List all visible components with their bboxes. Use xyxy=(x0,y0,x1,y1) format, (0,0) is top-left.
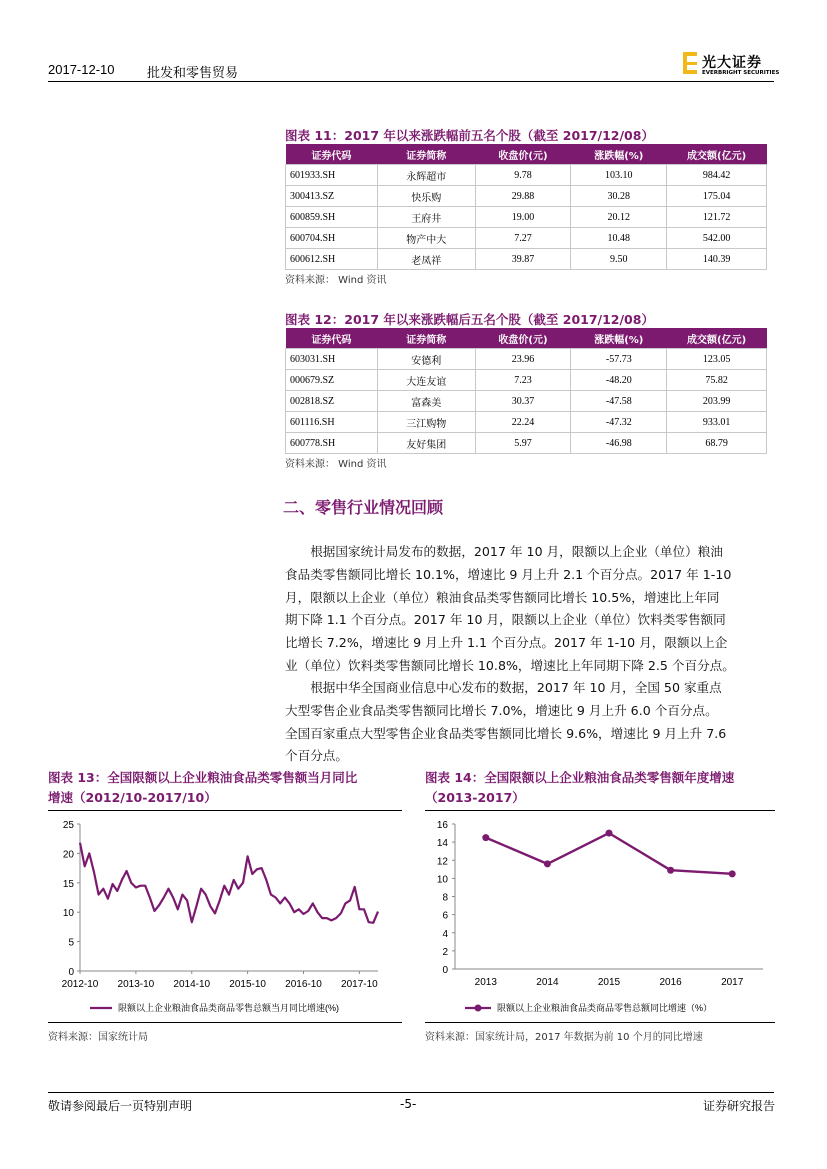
y-tick-label: 25 xyxy=(62,820,74,831)
change-pct: -47.32 xyxy=(571,412,667,433)
report-date: 2017-12-10 xyxy=(48,62,115,77)
column-header: 收盘价(元) xyxy=(475,144,571,165)
turnover: 175.04 xyxy=(667,186,767,207)
close-price: 19.00 xyxy=(475,207,571,228)
change-pct: 103.10 xyxy=(571,165,667,186)
column-header: 证券简称 xyxy=(377,328,475,349)
stock-code: 000679.SZ xyxy=(286,370,378,391)
table12-source: 资料来源： Wind 资讯 xyxy=(285,459,387,470)
turnover: 68.79 xyxy=(667,433,767,454)
chart14-title xyxy=(425,768,734,808)
stock-code: 600778.SH xyxy=(286,433,378,454)
chart14-title-line: （2013-2017） xyxy=(425,790,525,805)
turnover: 75.82 xyxy=(667,370,767,391)
close-price: 39.87 xyxy=(475,249,571,270)
brand-logo-cn: 光大证券 xyxy=(702,55,762,71)
turnover: 123.05 xyxy=(667,349,767,370)
brand-logo-en: EVERBRIGHT SECURITIES xyxy=(702,70,780,76)
close-price: 30.37 xyxy=(475,391,571,412)
turnover: 140.39 xyxy=(667,249,767,270)
chart13-title-line: 图表 13：全国限额以上企业粮油食品类零售额当月同比 xyxy=(48,770,358,785)
change-pct: -48.20 xyxy=(571,370,667,391)
chart13-svg xyxy=(48,812,402,1022)
turnover: 121.72 xyxy=(667,207,767,228)
chart13-title xyxy=(48,768,357,808)
y-tick-label: 15 xyxy=(62,878,74,890)
table-row xyxy=(286,186,767,207)
column-header: 证券代码 xyxy=(286,144,378,165)
change-pct: 9.50 xyxy=(571,249,667,270)
legend-marker xyxy=(475,1005,482,1012)
close-price: 9.78 xyxy=(475,165,571,186)
table-row xyxy=(286,249,767,270)
y-tick-label: 12 xyxy=(436,856,448,868)
data-point xyxy=(729,870,736,877)
stock-name: 永辉超市 xyxy=(377,165,475,186)
column-header: 成交额(亿元) xyxy=(667,328,767,349)
table12-title: 图表 12：2017 年以来涨跌幅后五名个股（截至 2017/12/08） xyxy=(285,312,654,327)
close-price: 22.24 xyxy=(475,412,571,433)
text-line: 个百分点。 xyxy=(285,748,348,764)
y-tick-label: 20 xyxy=(62,849,74,861)
x-tick-label: 2016 xyxy=(659,977,682,988)
change-pct: -47.58 xyxy=(571,391,667,412)
x-tick-label: 2015 xyxy=(597,977,621,988)
table11-header-row xyxy=(286,144,767,165)
chart13-source: 资料来源：国家统计局 xyxy=(48,1032,148,1043)
stock-name: 快乐购 xyxy=(377,186,475,207)
stock-code: 601116.SH xyxy=(286,412,378,433)
data-point xyxy=(606,830,613,837)
column-header: 成交额(亿元) xyxy=(667,144,767,165)
table11-title: 图表 11：2017 年以来涨跌幅前五名个股（截至 2017/12/08） xyxy=(285,128,654,143)
x-tick-label: 2013-10 xyxy=(117,979,155,990)
y-tick-label: 5 xyxy=(68,937,74,949)
paragraph-2 xyxy=(285,677,775,768)
change-pct: 30.28 xyxy=(571,186,667,207)
turnover: 203.99 xyxy=(667,391,767,412)
text-line: 比增长 7.2%，增速比 9 月上升 1.1 个百分点。2017 年 1-10 月，限额以上企 xyxy=(285,635,728,651)
table11 xyxy=(285,144,767,270)
table-row xyxy=(286,165,767,186)
turnover: 984.42 xyxy=(667,165,767,186)
stock-code: 600859.SH xyxy=(286,207,378,228)
table-row xyxy=(286,228,767,249)
x-tick-label: 2014-10 xyxy=(173,979,211,990)
header-rule xyxy=(48,81,774,82)
change-pct: -46.98 xyxy=(571,433,667,454)
column-header: 证券简称 xyxy=(377,144,475,165)
y-tick-label: 10 xyxy=(436,874,448,886)
chart13-title-line: 增速（2012/10-2017/10） xyxy=(48,790,217,805)
data-point xyxy=(482,834,489,841)
chart13-bottom-rule xyxy=(48,1022,402,1023)
text-line: 食品类零售额同比增长 10.1%，增速比 9 月上升 2.1 个百分点。2017 年 1-10 xyxy=(285,566,732,582)
footer-disclaimer: 敬请参阅最后一页特别声明 xyxy=(48,1099,193,1113)
text-line: 业（单位）饮料类零售额同比增长 10.8%，增速比上年同期下降 2.5 个百分点。 xyxy=(285,657,735,673)
table-row xyxy=(286,433,767,454)
text-line: 月，限额以上企业（单位）粮油食品类零售额同比增长 10.5%，增速比上年同 xyxy=(285,589,720,605)
turnover: 542.00 xyxy=(667,228,767,249)
x-tick-label: 2015-10 xyxy=(229,979,266,990)
y-tick-label: 8 xyxy=(442,892,448,904)
footer-rule xyxy=(48,1092,774,1093)
stock-name: 物产中大 xyxy=(377,228,475,249)
chart14-source: 资料来源：国家统计局，2017 年数据为前 10 个月的同比增速 xyxy=(425,1032,703,1043)
table-row xyxy=(286,391,767,412)
y-tick-label: 14 xyxy=(436,838,448,850)
y-tick-label: 16 xyxy=(436,820,448,831)
y-tick-label: 0 xyxy=(68,967,74,978)
chart14-svg xyxy=(425,812,775,1022)
data-point xyxy=(544,860,551,867)
y-tick-label: 0 xyxy=(442,965,448,976)
y-tick-label: 10 xyxy=(62,908,74,920)
legend-label: 限额以上企业粮油食品类商品零售总额同比增速（%） xyxy=(497,1003,713,1013)
section-title: 二、零售行业情况回顾 xyxy=(283,498,444,517)
legend-label: 限额以上企业粮油食品类商品零售总额当月同比增速(%) xyxy=(118,1003,339,1013)
close-price: 29.88 xyxy=(475,186,571,207)
close-price: 23.96 xyxy=(475,349,571,370)
footer-report-type: 证券研究报告 xyxy=(703,1099,776,1113)
y-tick-label: 2 xyxy=(442,946,448,958)
table12-header-row xyxy=(286,328,767,349)
stock-name: 安德利 xyxy=(377,349,475,370)
chart14-top-rule xyxy=(425,810,775,811)
series-line xyxy=(486,833,732,874)
stock-code: 002818.SZ xyxy=(286,391,378,412)
table11-source: 资料来源： Wind 资讯 xyxy=(285,275,387,286)
text-line: 全国百家重点大型零售企业食品类零售额同比增长 9.6%，增速比 9 月上升 7.6 xyxy=(285,725,727,741)
stock-code: 600704.SH xyxy=(286,228,378,249)
stock-name: 大连友谊 xyxy=(377,370,475,391)
table12 xyxy=(285,328,767,454)
text-line: 根据中华全国商业信息中心发布的数据，2017 年 10 月，全国 50 家重点 xyxy=(310,680,722,695)
stock-code: 600612.SH xyxy=(286,249,378,270)
column-header: 收盘价(元) xyxy=(475,328,571,349)
page-number: -5- xyxy=(400,1097,417,1111)
table-row xyxy=(286,412,767,433)
stock-name: 老凤祥 xyxy=(377,249,475,270)
close-price: 5.97 xyxy=(475,433,571,454)
industry-name: 批发和零售贸易 xyxy=(147,65,239,80)
close-price: 7.27 xyxy=(475,228,571,249)
table-row xyxy=(286,370,767,391)
stock-name: 王府井 xyxy=(377,207,475,228)
column-header: 涨跌幅(%) xyxy=(571,144,667,165)
chart14-title-line: 图表 14：全国限额以上企业粮油食品类零售额年度增速 xyxy=(425,770,735,785)
text-line: 期下降 1.1 个百分点。2017 年 10 月，限额以上企业（单位）饮料类零售额同 xyxy=(285,612,726,628)
stock-name: 富森美 xyxy=(377,391,475,412)
stock-name: 友好集团 xyxy=(377,433,475,454)
paragraph-1 xyxy=(285,541,775,678)
brand-logo-icon xyxy=(683,52,697,74)
x-tick-label: 2017-10 xyxy=(341,979,378,990)
turnover: 933.01 xyxy=(667,412,767,433)
x-tick-label: 2014 xyxy=(536,977,559,988)
text-line: 大型零售企业食品类零售额同比增长 7.0%，增速比 9 月上升 6.0 个百分点。 xyxy=(285,702,718,718)
close-price: 7.23 xyxy=(475,370,571,391)
column-header: 证券代码 xyxy=(286,328,378,349)
table-row xyxy=(286,349,767,370)
x-tick-label: 2017 xyxy=(721,977,744,988)
stock-name: 三江购物 xyxy=(377,412,475,433)
stock-code: 603031.SH xyxy=(286,349,378,370)
change-pct: 10.48 xyxy=(571,228,667,249)
y-tick-label: 4 xyxy=(442,928,448,940)
y-tick-label: 6 xyxy=(442,910,448,922)
chart13-top-rule xyxy=(48,810,402,811)
column-header: 涨跌幅(%) xyxy=(571,328,667,349)
text-line: 根据国家统计局发布的数据，2017 年 10 月，限额以上企业（单位）粮油 xyxy=(310,544,723,559)
chart14-bottom-rule xyxy=(425,1022,775,1023)
stock-code: 601933.SH xyxy=(286,165,378,186)
x-tick-label: 2013 xyxy=(474,977,497,988)
data-point xyxy=(667,867,674,874)
change-pct: -57.73 xyxy=(571,349,667,370)
table-row xyxy=(286,207,767,228)
stock-code: 300413.SZ xyxy=(286,186,378,207)
x-tick-label: 2016-10 xyxy=(285,979,322,990)
series-line xyxy=(80,843,378,923)
x-tick-label: 2012-10 xyxy=(61,979,99,990)
change-pct: 20.12 xyxy=(571,207,667,228)
